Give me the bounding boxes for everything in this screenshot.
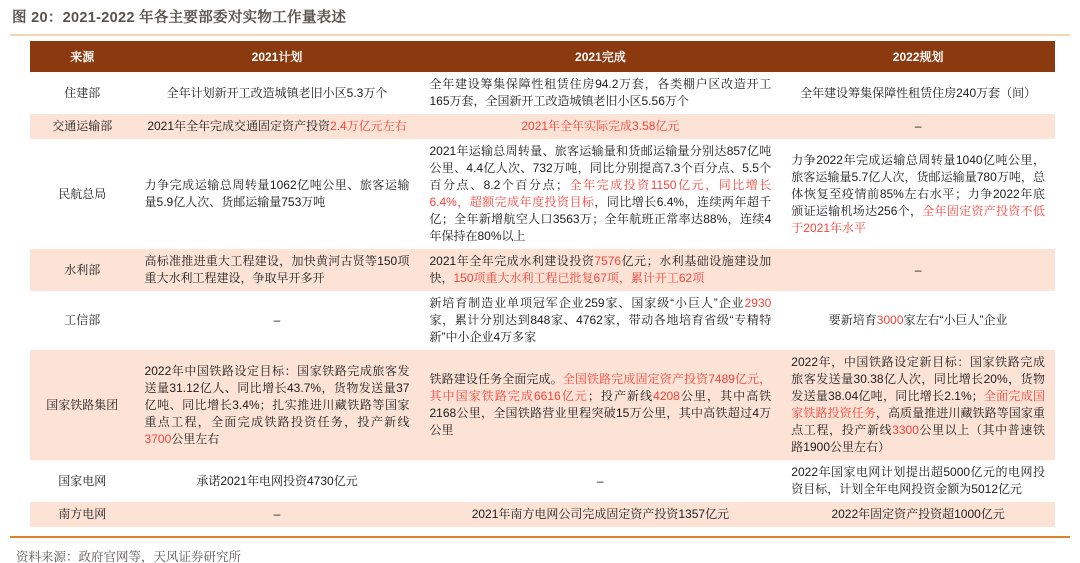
- highlighted-text: 全面完成国家铁路投资任务: [791, 389, 1045, 420]
- cell-done-2021: [419, 249, 781, 291]
- cell-text: 2021年全年完成交通固定资产投资2.4万亿元左右: [147, 119, 407, 133]
- cell-text: –: [273, 313, 281, 327]
- cell-text: 2021年运输总周转量、旅客运输量和货邮运输量分别达857亿吨公里、4.4亿人次、732万吨，同比分别提高7.3个百分点、5.5个百分点、8.2个百分点；全年完成投资1150亿元，同比增长6.4%，超额完成年度投资目标，同比增长6.4%，连续两年超千亿；全年新增航空人口3563万；全年航班正常率达88%，连续4年保持在80%以上: [429, 144, 772, 243]
- cell-text: –: [597, 473, 604, 488]
- highlighted-text: 3000: [876, 313, 904, 327]
- footer-divider: [10, 536, 1070, 538]
- cell-source: 民航总局: [58, 186, 107, 201]
- cell-source: 南方电网: [58, 507, 107, 521]
- highlighted-text: 3700: [144, 431, 172, 446]
- cell-plan-2021: [135, 502, 420, 527]
- cell-plan-2021: [135, 72, 420, 114]
- cell-plan-2022: [781, 350, 1055, 460]
- cell-plan-2021: [135, 139, 420, 249]
- ministries-table: [30, 41, 1055, 527]
- cell-text: –: [273, 507, 281, 521]
- highlighted-text: 全国铁路完成固定资产投资7489亿元，其中国家铁路完成6616亿元: [429, 372, 772, 403]
- highlighted-text: 全年完成投资1150亿元，同比增长6.4%，超额完成年度投资目标: [429, 178, 772, 209]
- cell-source: 住建部: [64, 85, 101, 100]
- cell-source: 水利部: [64, 262, 101, 277]
- cell-done-2021: [419, 502, 781, 527]
- cell-text: 2022年固定资产投资超1000亿元: [831, 507, 1005, 521]
- cell-source: 国家铁路集团: [46, 397, 119, 412]
- cell-plan-2022: [781, 460, 1055, 502]
- col-header-done-2021: 2021完成: [419, 41, 781, 72]
- table-row: [30, 139, 1055, 249]
- highlighted-text: 4208: [653, 389, 680, 403]
- cell-done-2021: [419, 350, 781, 460]
- cell-text: 全年建设筹集保障性租赁住房94.2万套，各类棚户区改造开工165万套，全国新开工改造城镇老旧小区5.56万个: [429, 77, 772, 108]
- highlighted-text: 7576: [594, 254, 622, 268]
- cell-plan-2021: [135, 114, 420, 139]
- cell-text: 承诺2021年电网投资4730亿元: [196, 473, 358, 488]
- cell-plan-2022: [781, 114, 1055, 139]
- cell-text: 力争完成运输总周转量1062亿吨公里、旅客运输量5.9亿人次、货邮运输量753万吨: [144, 178, 410, 209]
- table-row: [30, 460, 1055, 502]
- cell-text: 新培育制造业单项冠军企业259家、国家级“小巨人”企业2930家，累计分别达到848家、4762家，带动各地培育省级“专精特新”中小企业4万多家: [429, 296, 772, 344]
- cell-text: –: [914, 119, 922, 133]
- cell-text: 2021年南方电网公司完成固定资产投资1357亿元: [471, 507, 730, 521]
- cell-source: 国家电网: [58, 473, 107, 488]
- cell-text: 力争2022年完成运输总周转量1040亿吨公里，旅客运输量5.7亿人次，货邮运输量780万吨，总体恢复至疫情前85%左右水平；力争2022年底颁证运输机场达256个，全年固定资产投资不低于2021年水平: [791, 152, 1045, 235]
- table-row: [30, 291, 1055, 350]
- cell-source: 工信部: [64, 313, 101, 327]
- highlighted-text: 全年固定资产投资不低于2021年水平: [791, 203, 1045, 235]
- cell-done-2021: [419, 114, 781, 139]
- col-header-source: 来源: [30, 41, 135, 72]
- table-row: [30, 350, 1055, 460]
- table-row: [30, 114, 1055, 139]
- cell-source: 交通运输部: [52, 119, 113, 133]
- cell-plan-2021: [135, 350, 420, 460]
- cell-plan-2022: [781, 249, 1055, 291]
- table-row: [30, 249, 1055, 291]
- cell-text: [429, 118, 771, 135]
- table-header: [30, 41, 1055, 72]
- cell-text: 全年建设筹集保障性租赁住房240万套（间）: [800, 85, 1037, 100]
- cell-text: 要新培育3000家左右“小巨人”企业: [828, 313, 1008, 327]
- cell-text: 铁路建设任务全面完成。全国铁路完成固定资产投资7489亿元，其中国家铁路完成6616亿元；投产新线4208公里，其中高铁2168公里，全国铁路营业里程突破15万公里，其中高铁超过4万公里: [429, 372, 772, 437]
- cell-text: 高标准推进重大工程建设，加快黄河古贤等150项重大水利工程建设，争取早开多开: [144, 254, 410, 285]
- title-divider: [10, 34, 1070, 36]
- cell-plan-2022: [781, 139, 1055, 249]
- cell-text: 2021年全年完成水利建设投资7576亿元；水利基础设施建设加快，150项重大水利工程已批复67项，累计开工62项: [429, 254, 772, 285]
- cell-text: 2022年，中国铁路设定新目标：国家铁路完成旅客发送量30.38亿人次，同比增长20%，货物发送量38.04亿吨，同比增长2.1%；全面完成国家铁路投资任务，高质量推进川藏铁路等国家重点工程，投产新线3300公里以上（其中普速铁路1900公里左右）: [791, 355, 1045, 454]
- cell-plan-2021: [135, 249, 420, 291]
- table-row: [30, 502, 1055, 527]
- cell-plan-2022: [781, 291, 1055, 350]
- cell-done-2021: [419, 139, 781, 249]
- cell-plan-2022: [781, 72, 1055, 114]
- highlighted-text: 2.4万亿元左右: [330, 119, 407, 133]
- col-header-plan-2022: 2022规划: [781, 41, 1055, 72]
- cell-text: 2022年国家电网计划提出超5000亿元的电网投资目标，计划全年电网投资金额为5012亿元: [791, 465, 1045, 496]
- highlighted-text: 150项重大水利工程已批复67项，累计开工62项: [453, 271, 705, 285]
- source-note: 资料来源：政府官网等，天风证券研究所: [16, 550, 242, 563]
- cell-plan-2022: [781, 502, 1055, 527]
- table-row: [30, 72, 1055, 114]
- col-header-plan-2021: 2021计划: [135, 41, 420, 72]
- cell-done-2021: [419, 291, 781, 350]
- cell-text: 2022年中国铁路设定目标：国家铁路完成旅客发送量31.12亿人、同比增长43.7%，货物发送量37亿吨、同比增长3.4%；扎实推进川藏铁路等国家重点工程，全面完成铁路投资任务，投产新线3700公里左右: [144, 363, 410, 446]
- header-row: [30, 41, 1055, 72]
- cell-plan-2021: [135, 460, 420, 502]
- cell-done-2021: [419, 72, 781, 114]
- cell-plan-2021: [135, 291, 420, 350]
- highlighted-text: 3300: [892, 423, 919, 437]
- table-body: [30, 72, 1055, 527]
- cell-text: –: [914, 262, 922, 277]
- cell-text: 全年计划新开工改造城镇老旧小区5.3万个: [166, 85, 388, 100]
- highlighted-text: 2930: [744, 296, 772, 310]
- highlighted-text: 2021年全年实际完成3.58亿元: [521, 119, 680, 133]
- cell-done-2021: [419, 460, 781, 502]
- figure-title: 图 20：2021-2022 年各主要部委对实物工作量表述: [12, 10, 347, 26]
